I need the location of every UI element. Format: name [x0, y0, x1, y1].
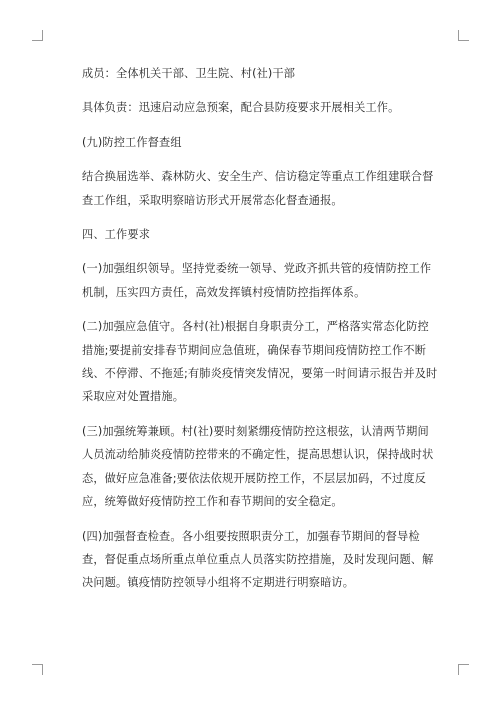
crop-mark-top-right [458, 30, 469, 41]
requirement-emergency-duty: (二)加强应急值守。各村(社)根据自身职责分工，严格落实常态化防控措施;要提前安排春节期间应急值班，确保春节期间疫情防控工作不断线、不停滞、不拖延;有肺炎疫情突发情况，要第一时间请示报告并及时采取应对处置措施。 [82, 320, 438, 404]
requirement-overall-planning: (三)加强统筹兼顾。村(社)要时刻紧绷疫情防控这根弦，认清两节期间人员流动给肺炎疫情防控带来的不确定性，提高思想认识，保持战时状态，做好应急准备;要依法依规开展防控工作，不层层加码，不过度反应，统筹做好疫情防控工作和春节期间的安全稳定。 [82, 424, 434, 509]
requirement-organization-leadership: (一)加强组织领导。坚持党委统一领导、党政齐抓共管的疫情防控工作机制，压实四方责任，高效发挥镇村疫情防控指挥体系。 [82, 262, 432, 299]
crop-mark-bottom-left [32, 664, 43, 675]
section-heading-supervision-group: (九)防控工作督查组 [82, 135, 182, 149]
crop-mark-top-left [32, 30, 43, 41]
crop-mark-bottom-right [458, 664, 469, 675]
supervision-group-paragraph: 结合换届选举、森林防火、安全生产、信访稳定等重点工作组建联合督查工作组，采取明察暗访形式开展常态化督查通报。 [82, 170, 434, 207]
responsibility-line: 具体负责：迅速启动应急预案，配合县防疫要求开展相关工作。 [82, 101, 400, 115]
document-body [82, 62, 438, 606]
requirement-supervision-inspection: (四)加强督查检查。各小组要按照职责分工，加强春节期间的督导检查，督促重点场所重点单位重点人员落实防控措施，及时发现问题、解决问题。镇疫情防控领导小组将不定期进行明察暗访。 [82, 529, 434, 590]
members-line: 成员：全体机关干部、卫生院、村(社)干部 [82, 67, 296, 80]
section-heading-work-requirements: 四、工作要求 [82, 228, 151, 242]
